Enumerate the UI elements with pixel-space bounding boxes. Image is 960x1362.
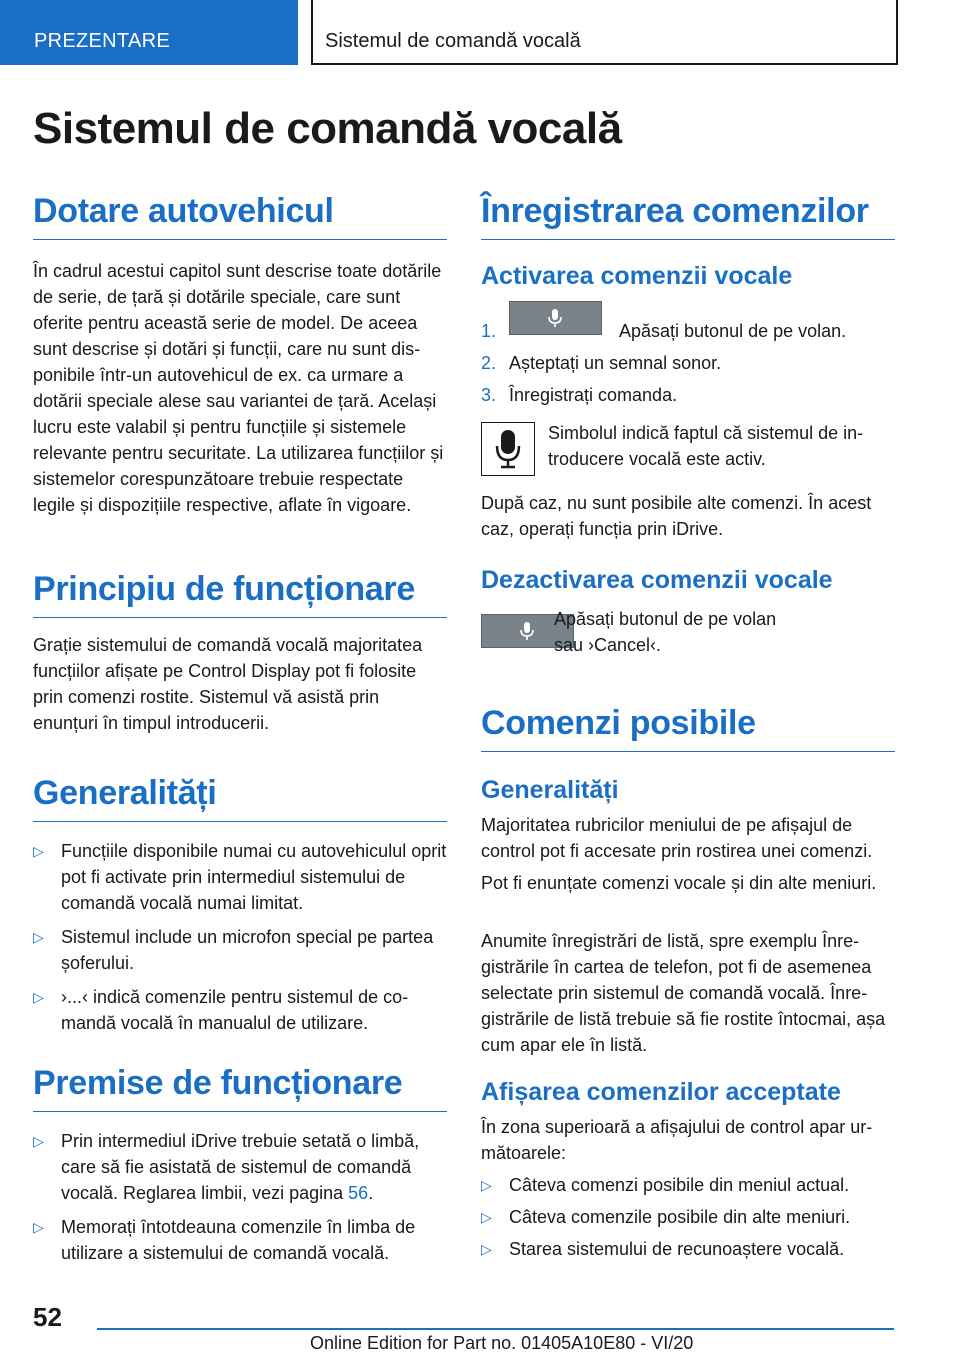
subtitle-accepted-commands: Afișarea comenzilor acceptate — [481, 1078, 841, 1106]
bullet-triangle-icon: ▷ — [33, 1133, 44, 1149]
microphone-icon — [519, 621, 535, 641]
footer-edition: Online Edition for Part no. 01405A10E80 - VI/20 — [310, 1333, 694, 1353]
accepted-list — [481, 1172, 895, 1262]
list-item: ▷ Sistemul include un microfon special pe partea șoferului. — [33, 924, 447, 976]
page-title: Sistemul de comandă vocală — [33, 104, 622, 153]
list-item: ▷ Starea sistemului de recunoaștere vocală. — [481, 1236, 895, 1262]
header-section-label: PREZENTARE — [34, 30, 170, 52]
header-chapter-label: Sistemul de comandă vocală — [325, 30, 581, 52]
list-item: ▷ Câteva comenzile posibile din alte meniuri. — [481, 1204, 895, 1230]
section-title-general: Generalități — [33, 774, 447, 822]
footer-divider — [97, 1328, 894, 1330]
subtitle-general: Generalități — [481, 776, 619, 804]
bullet-triangle-icon: ▷ — [481, 1209, 492, 1225]
deactivate-line-1: Apăsați butonul de pe volan — [554, 609, 777, 629]
microphone-icon — [547, 308, 563, 328]
step-text: Înregistrați comanda. — [509, 385, 678, 405]
section-title-recording: Înregistrarea comenzilor — [481, 192, 895, 240]
section-title-principle: Principiu de funcționare — [33, 570, 447, 618]
general-list — [33, 838, 447, 1036]
step-text: Apăsați butonul de pe volan. — [619, 321, 847, 341]
after-text: După caz, nu sunt posibile alte comenzi. În acest caz, operați funcția prin iDrive. — [481, 493, 872, 539]
step-number: 1. — [481, 321, 497, 341]
commands-text-3: Anumite înregistrări de listă, spre exemplu Înregistrările în cartea de telefon, pot fi de asemenea selectate prin sistemul de comandă vocală. Înregistrările de listă trebuie să fie rostite întocmai, așa cum apar ele în listă. — [481, 931, 886, 1055]
bullet-triangle-icon: ▷ — [481, 1241, 492, 1257]
list-item: ▷ Prin intermediul iDrive trebuie setată o limbă, care să fie asistată de sistemul de comandă vocală. Reglarea limbii, vezi pagina 56. — [33, 1128, 447, 1206]
list-item: ▷ Câteva comenzi posibile din meniul actual. — [481, 1172, 895, 1198]
page-number: 52 — [33, 1302, 62, 1332]
section-title-prerequisites: Premise de funcționare — [33, 1064, 447, 1112]
deactivate-line-2: sau ›Cancel‹. — [554, 635, 662, 655]
step-text: Așteptați un semnal sonor. — [509, 353, 722, 373]
page-link[interactable]: 56 — [348, 1183, 369, 1203]
principle-text: Grație sistemului de comandă vocală majoritatea funcțiilor afișate pe Control Display pot fi folosite prin comenzi rostite. Sistemul vă asistă prin enunțuri în timpul introducerii. — [33, 635, 423, 733]
prerequisites-list — [33, 1128, 447, 1266]
list-item: ▷ Funcțiile disponibile numai cu autovehiculul oprit pot fi activate prin intermediul sistemului de comandă vocală numai limitat. — [33, 838, 447, 916]
symbol-description: Simbolul indică faptul că sistemul de introducere vocală este activ. — [548, 423, 864, 469]
accepted-text: În zona superioară a afișajului de control apar următoarele: — [481, 1117, 873, 1163]
subtitle-activate: Activarea comenzii vocale — [481, 262, 793, 290]
voice-active-symbol — [481, 422, 535, 476]
bullet-triangle-icon: ▷ — [33, 1219, 44, 1235]
microphone-icon — [495, 429, 521, 469]
equipment-text: În cadrul acestui capitol sunt descrise toate dotările de serie, de țară și dotările speciale, care sunt oferite pentru această serie de model. De aceea sunt descrise și dotări și funcții, care nu sunt disponibile într-un autovehicul de ex. ca urmare a dotării speciale alese sau variantei de țară. Același lucru este valabil și pentru funcțiile și sistemele relevante pentru securitate. La utilizarea funcțiilor și sistemelor corespunzătoare trebuie respectate legile și dispozițiile respective, aflate în vigoare. — [33, 261, 444, 515]
section-title-equipment: Dotare autovehicul — [33, 192, 447, 240]
commands-text-1: Majoritatea rubricilor meniului de pe afișajul de control pot fi accesate prin rostirea unei comenzi. — [481, 815, 873, 861]
bullet-triangle-icon: ▷ — [33, 929, 44, 945]
section-title-commands: Comenzi posibile — [481, 704, 895, 752]
step-number: 2. — [481, 353, 497, 373]
subtitle-deactivate: Dezactivarea comenzii vocale — [481, 566, 833, 594]
bullet-triangle-icon: ▷ — [33, 843, 44, 859]
header-section-tab — [0, 0, 298, 65]
commands-text-2: Pot fi enunțate comenzi vocale și din alte meniuri. — [481, 873, 877, 893]
step-number: 3. — [481, 385, 497, 405]
bullet-triangle-icon: ▷ — [33, 989, 44, 1005]
voice-button-image — [509, 301, 602, 335]
bullet-triangle-icon: ▷ — [481, 1177, 492, 1193]
list-item: ▷ ›...‹ indică comenzile pentru sistemul de comandă vocală în manualul de utilizare. — [33, 984, 447, 1036]
list-item: ▷ Memorați întotdeauna comenzile în limba de utilizare a sistemului de comandă vocală. — [33, 1214, 447, 1266]
header-chapter-box — [311, 0, 898, 65]
